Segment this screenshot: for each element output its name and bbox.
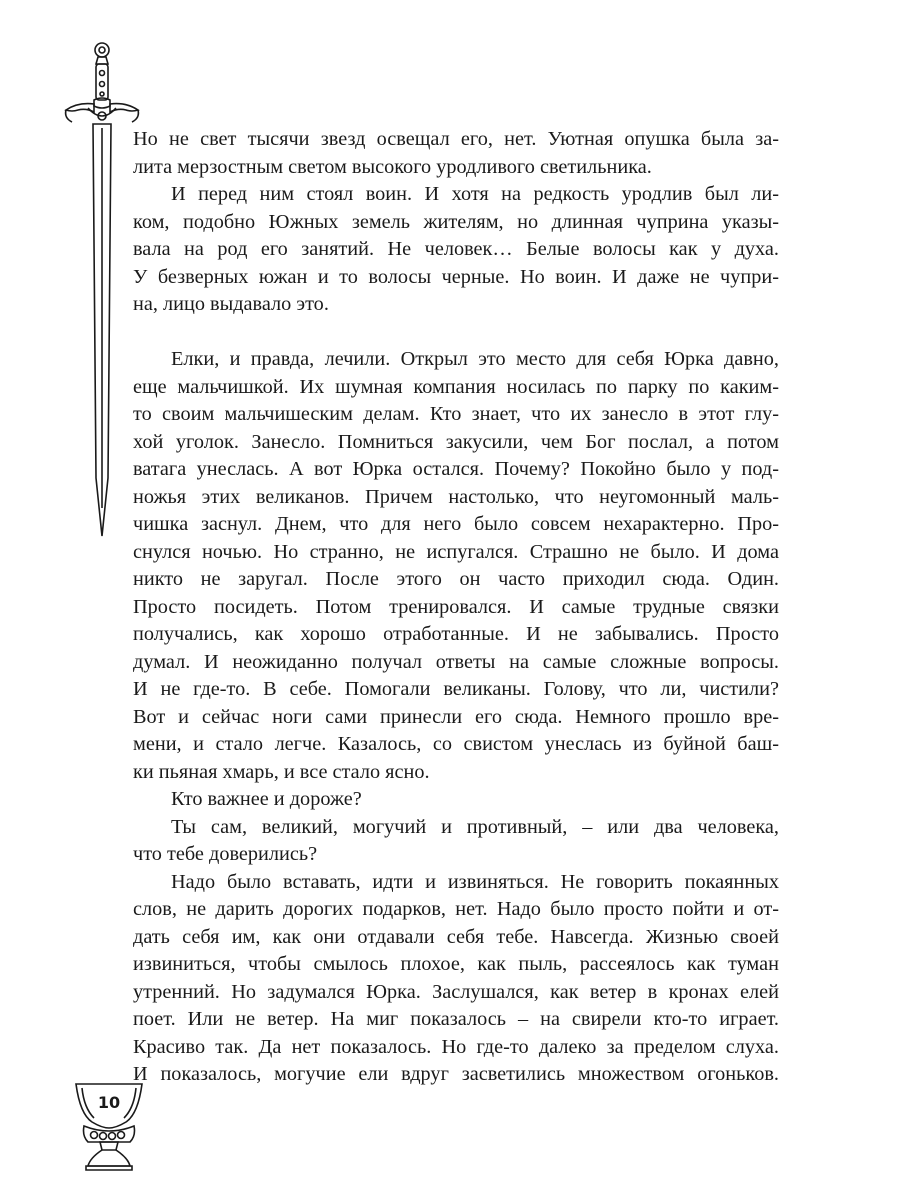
text-line: никто не заругал. После этого он часто приходил сюда. Один. (133, 568, 779, 590)
text-line: то своим мальчишеским делам. Кто знает, что их занесло в этот глу- (133, 403, 779, 425)
text-line: на, лицо выдавало это. (133, 293, 329, 315)
text-line: вала на род его занятий. Не человек… Белые волосы как у духа. (133, 238, 779, 260)
text-line: мени, и стало легче. Казалось, со свистом унеслась из буйной баш- (133, 733, 779, 755)
text-line: поет. Или не ветер. На миг показалось – на свирели кто-то играет. (133, 1008, 779, 1030)
text-line: получались, как хорошо отработанные. И не забывались. Просто (133, 623, 779, 645)
text-line: ножья этих великанов. Причем настолько, что неугомонный маль- (133, 485, 779, 508)
text-line: Красиво так. Да нет показалось. Но где-то далеко за пределом слуха. (133, 1035, 779, 1058)
section-break (133, 319, 779, 347)
text-line: дать себя им, как они отдавали себя тебе. Навсегда. Жизнью своей (133, 925, 779, 948)
text-line: Ты сам, великий, могучий и противный, – или два человека, (171, 815, 779, 838)
text-line: лита мерзостным светом высокого уродливого светильника. (133, 155, 652, 178)
text-line: Елки, и правда, лечили. Открыл это место для себя Юрка давно, (171, 348, 779, 370)
text-line: еще мальчишкой. Их шумная компания носилась по парку по каким- (133, 375, 779, 398)
text-line: слов, не дарить дорогих подарков, нет. Надо было просто пойти и от- (133, 898, 779, 920)
text-line: И не где-то. В себе. Помогали великаны. Голову, что ли, чистили? (133, 678, 779, 700)
text-line: хой уголок. Занесло. Помниться закусили, чем Бог послал, а потом (133, 430, 779, 453)
text-line: Кто важнее и дороже? (171, 788, 362, 810)
text-line: ки пьяная хмарь, и все стало ясно. (133, 760, 430, 783)
text-line: чишка заснул. Днем, что для него было совсем нехарактерно. Про- (133, 513, 779, 535)
text-line: ком, подобно Южных земель жителям, но длинная чуприна указы- (133, 210, 779, 233)
text-line: Вот и сейчас ноги сами принесли его сюда. Немного прошло вре- (133, 705, 779, 728)
text-line: И показалось, могучие ели вдруг засветились множеством огоньков. (133, 1063, 779, 1085)
text-line: Надо было вставать, идти и извиняться. Не говорить покаянных (171, 870, 779, 893)
text-line: снулся ночью. Но странно, не испугался. Страшно не было. И дома (133, 540, 779, 563)
text-line: ватага унеслась. А вот Юрка остался. Почему? Покойно было у под- (133, 458, 779, 480)
text-line: Просто посидеть. Потом тренировался. И самые трудные связки (133, 595, 779, 618)
text-line: извиниться, чтобы смылось плохое, как пыль, рассеялось как туман (133, 953, 779, 975)
body-text (133, 126, 779, 1089)
text-line: думал. И неожиданно получал ответы на самые сложные вопросы. (133, 650, 779, 673)
page-number: 10 (97, 1093, 121, 1112)
text-line: Но не свет тысячи звезд освещал его, нет. Уютная опушка была за- (133, 128, 779, 150)
text-line: утренний. Но задумался Юрка. Заслушался, как ветер в кронах елей (133, 980, 779, 1003)
text-line: У безверных южан и то волосы черные. Но воин. И даже не чупри- (133, 265, 779, 288)
text-line: что тебе доверились? (133, 843, 318, 865)
text-line: И перед ним стоял воин. И хотя на редкость уродлив был ли- (171, 183, 779, 205)
